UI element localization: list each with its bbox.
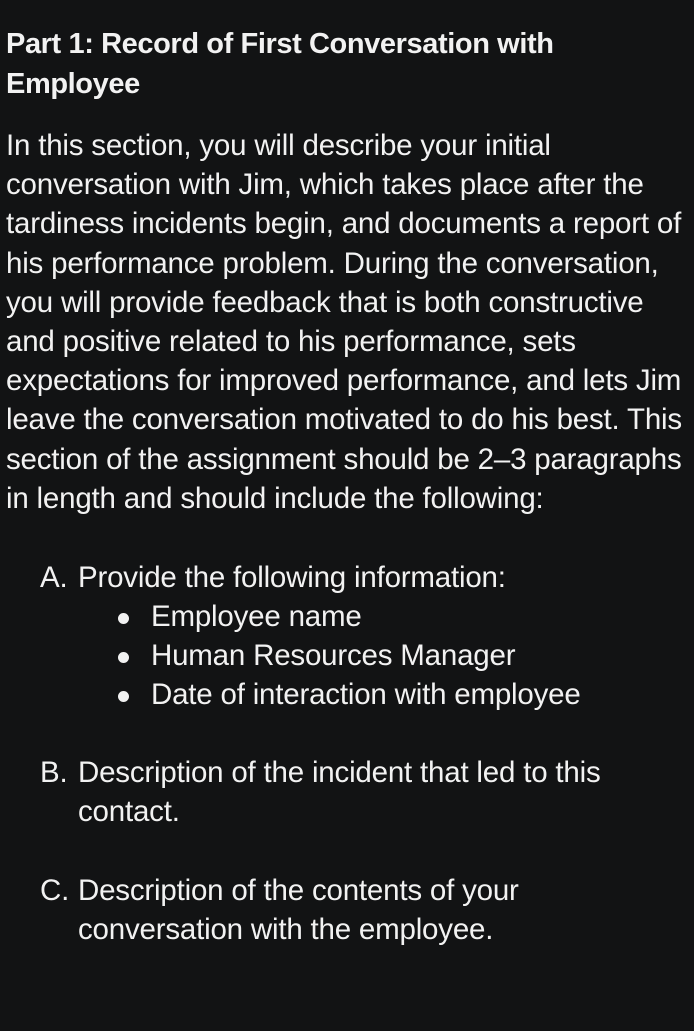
page-title: Part 1: Record of First Conversation with Employee [6,28,554,100]
section-b [40,753,686,832]
section-a-letter: A. [40,561,68,595]
list-item [118,598,686,637]
bullet-icon [118,691,129,702]
section-b-letter: B. [40,755,68,789]
section-b-text: Description of the incident that led to this contact. [78,755,601,829]
section-c-letter: C. [40,873,70,907]
bullet-icon [118,652,129,663]
section-c [40,871,686,950]
section-c-text: Description of the contents of your conversation with the employee. [78,873,519,947]
bullet-text: Employee name [151,600,362,634]
list-item [118,637,686,676]
bullet-text: Date of interaction with employee [151,678,581,712]
section-a-text: Provide the following information: [78,561,506,595]
info-bullet-list [40,598,686,715]
list-item [118,676,686,715]
section-a [40,558,686,715]
intro-paragraph: In this section, you will describe your initial conversation with Jim, which takes place after the tardiness incidents begin, and documents a report of his performance problem. During the conversation, you will provide feedback that is both constructive and positive related to his performance, sets expectations for improved performance, and lets Jim leave the conversation motivated to do his best. This section of the assignment should be 2–3 paragraphs in length and should include the following: [6,129,682,515]
bullet-icon [118,613,129,624]
bullet-text: Human Resources Manager [151,639,516,673]
